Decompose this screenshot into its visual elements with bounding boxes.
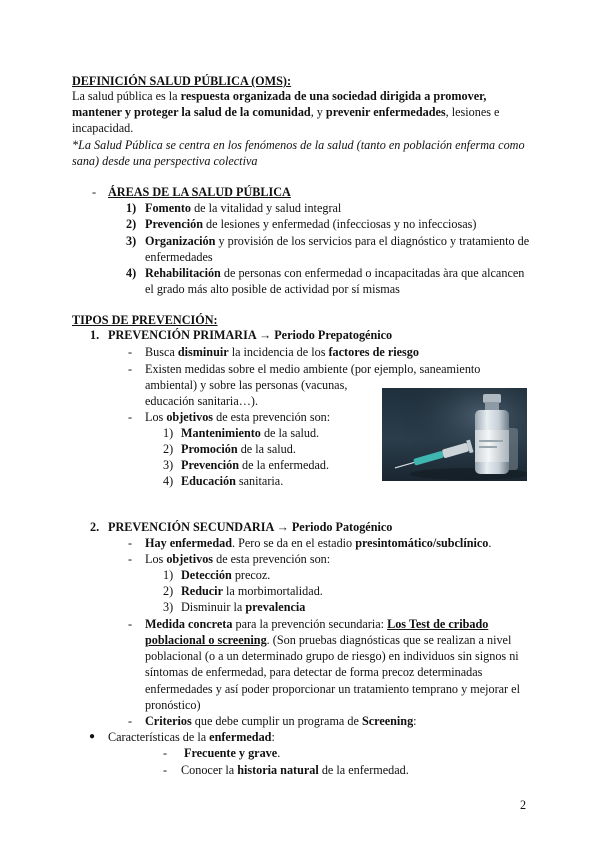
area-4-number: 4)	[126, 266, 137, 280]
area-1-number: 1)	[126, 201, 137, 215]
vaccine-vial-syringe-photo	[382, 388, 527, 481]
caracteristica-2: Conocer la historia natural de la enfermedad.	[181, 763, 409, 777]
area-1: Fomento de la vitalidad y salud integral	[145, 201, 342, 215]
bullet-dash: -	[128, 345, 133, 359]
secundaria-obj-2: Reducir la morbimortalidad.	[181, 584, 323, 598]
area-4: Rehabilitación de personas con enfermedad o incapacitadas àra que alcancen	[145, 266, 525, 280]
definition-line-3: incapacidad.	[72, 121, 134, 135]
bullet-dash: -	[128, 536, 133, 550]
area-2-number: 2)	[126, 217, 137, 231]
bullet-dash: -	[163, 746, 168, 760]
areas-title: ÁREAS DE LA SALUD PÚBLICA	[108, 185, 291, 199]
area-3-number: 3)	[126, 234, 137, 248]
primaria-obj-1-number: 1)	[163, 426, 174, 440]
secundaria-bullet-3-line-6: pronóstico)	[145, 698, 201, 712]
bullet-dash: -	[128, 362, 133, 376]
bullet-dash: -	[128, 714, 133, 728]
secundaria-obj-3: Disminuir la prevalencia	[181, 600, 306, 614]
primaria-heading: PREVENCIÓN PRIMARIA → Periodo Prepatogénico	[108, 328, 393, 342]
primaria-obj-2-number: 2)	[163, 442, 174, 456]
secundaria-heading: PREVENCIÓN SECUNDARIA → Periodo Patogénico	[108, 520, 393, 534]
secundaria-number: 2.	[90, 520, 100, 534]
secundaria-bullet-1: Hay enfermedad. Pero se da en el estadio presintomático/subclínico.	[145, 536, 492, 550]
page-number: 2	[520, 798, 527, 812]
secundaria-obj-1-number: 1)	[163, 568, 174, 582]
secundaria-bullet-3-line-2: poblacional o screening. (Son pruebas diagnósticas que se realizan a nivel	[145, 633, 512, 647]
secundaria-bullet-3-line-1: Medida concreta para la prevención secundaria: Los Test de cribado	[145, 617, 489, 631]
primaria-obj-4: Educación sanitaria.	[181, 474, 284, 488]
bullet-dash: -	[128, 617, 133, 631]
area-3-continued: enfermedades	[145, 250, 213, 264]
vial-syringe-icon	[382, 388, 527, 481]
primaria-bullet-2-line-2: ambiental) y sobre las personas (vacunas,	[145, 378, 348, 392]
primaria-bullet-2-line-1: Existen medidas sobre el medio ambiente (por ejemplo, saneamiento	[145, 362, 481, 376]
bullet-dash: -	[128, 410, 133, 424]
primaria-obj-4-number: 4)	[163, 474, 174, 488]
definition-line-1: La salud pública es la respuesta organizada de una sociedad dirigida a promover,	[72, 89, 487, 103]
definition-note-2: sana) desde una perspectiva colectiva	[72, 154, 258, 168]
bullet-dash: -	[163, 763, 168, 777]
primaria-obj-1: Mantenimiento de la salud.	[181, 426, 320, 440]
area-3: Organización y provisión de los servicios para el diagnóstico y tratamiento de	[145, 234, 530, 248]
secundaria-bullet-3-line-4: síntomas de enfermedad, para detectar de forma precoz determinadas	[145, 665, 483, 679]
definition-title: DEFINICIÓN SALUD PÚBLICA (OMS):	[72, 74, 292, 88]
area-2: Prevención de lesiones y enfermedad (infecciosas y no infecciosas)	[145, 217, 477, 231]
secundaria-bullet-3-line-5: enfermedades y así poder proporcionar un tratamiento temprano y mejorar el	[145, 682, 520, 696]
primaria-obj-3: Prevención de la enfermedad.	[181, 458, 330, 472]
secundaria-obj-3-number: 3)	[163, 600, 174, 614]
caracteristicas-line: Características de la enfermedad:	[108, 730, 275, 744]
primaria-obj-3-number: 3)	[163, 458, 174, 472]
secundaria-obj-2-number: 2)	[163, 584, 174, 598]
areas-dash: -	[92, 185, 97, 199]
area-4-continued: el grado más alto posible de actividad por sí mismas	[145, 282, 400, 296]
secundaria-bullet-3-line-3: poblacional (o a un determinado grupo de riesgo) en individuos sin signos ni	[145, 649, 519, 663]
primaria-bullet-2-line-3: educación sanitaria…).	[145, 394, 259, 408]
tipos-title: TIPOS DE PREVENCIÓN:	[72, 313, 218, 327]
primaria-bullet-1: Busca disminuir la incidencia de los factores de riesgo	[145, 345, 419, 359]
definition-line-2: mantener y proteger la salud de la comunidad, y prevenir enfermedades, lesiones e	[72, 105, 500, 119]
primaria-bullet-3: Los objetivos de esta prevención son:	[145, 410, 331, 424]
secundaria-bullet-4: Criterios que debe cumplir un programa de Screening:	[145, 714, 417, 728]
caracteristica-1: Frecuente y grave.	[184, 746, 281, 760]
secundaria-bullet-2: Los objetivos de esta prevención son:	[145, 552, 331, 566]
primaria-number: 1.	[90, 328, 100, 342]
primaria-obj-2: Promoción de la salud.	[181, 442, 296, 456]
bullet-dot-icon: ●	[89, 731, 96, 742]
definition-note-1: *La Salud Pública se centra en los fenómenos de la salud (tanto en población enferma como	[72, 138, 525, 152]
secundaria-obj-1: Detección precoz.	[181, 568, 271, 582]
bullet-dash: -	[128, 552, 133, 566]
